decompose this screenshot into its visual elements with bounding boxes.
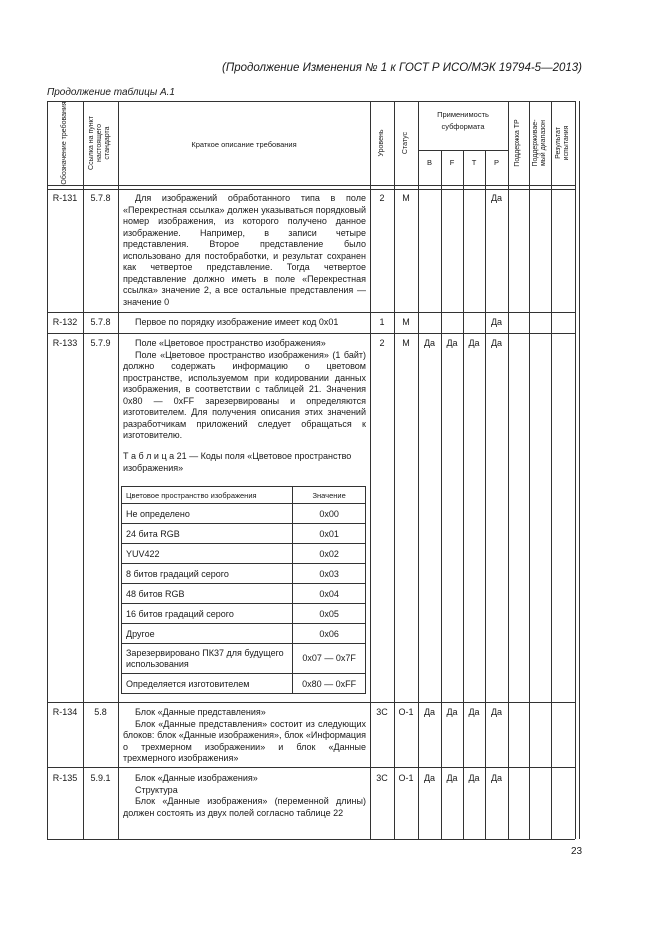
inner-cell: 8 битов градаций серого [122, 564, 293, 584]
inner-table-row [122, 524, 366, 544]
row-description-title: Поле «Цветовое пространство изображения» [135, 338, 326, 348]
row-b: Да [423, 707, 436, 717]
inner-cell: 0x06 [293, 624, 366, 644]
col-header-t: Т [471, 158, 477, 167]
row-description-title: Блок «Данные изображения» [135, 773, 258, 783]
row-p: Да [490, 707, 503, 717]
col-header-p: Р [493, 158, 499, 167]
row-description: Блок «Данные представления» состоит из следующих блоков: блок «Данные изображения», блок «Информация о трехмерном изображении» и блок «Данные трехмерного изображения» [123, 718, 366, 763]
inner-cell: YUV422 [122, 544, 293, 564]
inner-table-row [122, 604, 366, 624]
inner-cell: 0x00 [293, 504, 366, 524]
inner-header-value: Значение [293, 487, 366, 504]
row-ref: 5.8 [94, 707, 107, 717]
inner-table-row [122, 544, 366, 564]
col-header-test-result: Результат испытания [555, 125, 570, 161]
row-p: Да [490, 773, 503, 783]
col-header-range-support: Поддерживае-мый диапазон [532, 119, 547, 167]
inner-cell: 0x05 [293, 604, 366, 624]
row-level: 3С [376, 707, 388, 717]
inner-cell: Зарезервировано ПК37 для будущего использования [122, 644, 293, 674]
row-level: 2 [379, 338, 385, 348]
row-b: Да [423, 773, 436, 783]
row-description-sub: Структура [135, 784, 178, 795]
row-id: R-135 [52, 773, 78, 783]
row-id: R-131 [52, 193, 78, 203]
row-status: О-1 [398, 707, 414, 717]
inner-table-caption: Т а б л и ц а 21 — Коды поля «Цветовое пространство изображения» [123, 451, 352, 473]
inner-table-row [122, 504, 366, 524]
row-description: Поле «Цветовое пространство изображения» (1 байт) должно содержать информацию о цветовом пространстве, используемом при кодировании данных изображения, в соответствии с таблицей 21. Значения 0x80 — 0xFF зарезервированы и определяются изготовителем. Для получения описания этих значений разработчикам приложений следует обращаться к изготовителю. [123, 349, 366, 440]
table-border-left [47, 101, 48, 839]
row-f: Да [446, 773, 458, 783]
row-t: Да [468, 707, 480, 717]
table-caption: Продолжение таблицы А.1 [47, 87, 175, 98]
row-t: Да [468, 773, 480, 783]
inner-table-row [122, 564, 366, 584]
inner-table-row [122, 584, 366, 604]
row-status: О-1 [398, 773, 414, 783]
row-status: М [402, 193, 410, 203]
col-header-id: Обозначение требования [61, 101, 68, 185]
inner-cell: 0x03 [293, 564, 366, 584]
row-ref: 5.7.8 [90, 317, 111, 327]
inner-cell: 0x07 — 0x7F [293, 644, 366, 674]
row-id: R-134 [52, 707, 78, 717]
col-header-level: Уровень [378, 129, 385, 157]
row-ref: 5.9.1 [90, 773, 111, 783]
row-ref: 5.7.9 [90, 338, 111, 348]
row-t: Да [468, 338, 480, 348]
row-id: R-133 [52, 338, 78, 348]
row-id: R-132 [52, 317, 78, 327]
row-p: Да [490, 317, 503, 327]
inner-cell: Определяется изготовителем [122, 674, 293, 694]
inner-cell: 48 битов RGB [122, 584, 293, 604]
row-description-title: Блок «Данные представления» [135, 707, 266, 717]
col-header-b: В [426, 158, 432, 167]
row-level: 3С [376, 773, 388, 783]
col-header-desc: Краткое описание требования [191, 140, 297, 149]
inner-cell: Не определено [122, 504, 293, 524]
row-p: Да [490, 338, 503, 348]
row-status: М [402, 317, 410, 327]
inner-cell: 0x04 [293, 584, 366, 604]
col-header-status: Статус [402, 131, 409, 155]
inner-cell: 0x01 [293, 524, 366, 544]
inner-cell: 0x80 — 0xFF [293, 674, 366, 694]
row-f: Да [446, 338, 458, 348]
row-description: Первое по порядку изображение имеет код 0x01 [135, 317, 339, 327]
inner-table-row [122, 624, 366, 644]
inner-table-row [122, 674, 366, 694]
row-ref: 5.7.8 [90, 193, 111, 203]
inner-cell: 24 бита RGB [122, 524, 293, 544]
inner-cell: Другое [122, 624, 293, 644]
inner-table-header [122, 487, 366, 504]
row-description: Для изображений обработанного типа в поле «Перекрестная ссылка» должен указываться порядковый номер изображения, из которого получено данное изображение. Например, в записи четыре представления. Второе представление было использовано для постобработки, и результат сохранен как четвертое представление. Тогда четвертое представление должно иметь в поле «Перекрестная ссылка» значение 2, а все остальные представления — значение 0 [123, 193, 366, 307]
col-header-applicability: Применимость субформата [437, 110, 489, 131]
inner-header-space: Цветовое пространство изображения [122, 487, 293, 504]
col-header-f: F [449, 158, 455, 167]
running-header: (Продолжение Изменения № 1 к ГОСТ Р ИСО/МЭК 19794-5—2013) [222, 62, 582, 74]
color-space-table [121, 486, 366, 694]
page-edge-line [579, 101, 580, 839]
inner-table-row [122, 644, 366, 674]
row-status: М [402, 338, 410, 348]
row-description: Блок «Данные изображения» (переменной длины) должен состоять из двух полей согласно таблице 22 [123, 796, 366, 818]
page-number: 23 [571, 846, 583, 857]
row-p: Да [490, 193, 503, 203]
col-header-tr-support: Поддержка ТР [514, 119, 521, 167]
table-border-right [575, 101, 576, 839]
col-header-ref: Ссылка на пункт настоящего стандарта [88, 116, 111, 170]
row-level: 2 [379, 193, 385, 203]
inner-cell: 0x02 [293, 544, 366, 564]
row-f: Да [446, 707, 458, 717]
row-level: 1 [379, 317, 385, 327]
inner-cell: 16 битов градаций серого [122, 604, 293, 624]
row-b: Да [423, 338, 436, 348]
